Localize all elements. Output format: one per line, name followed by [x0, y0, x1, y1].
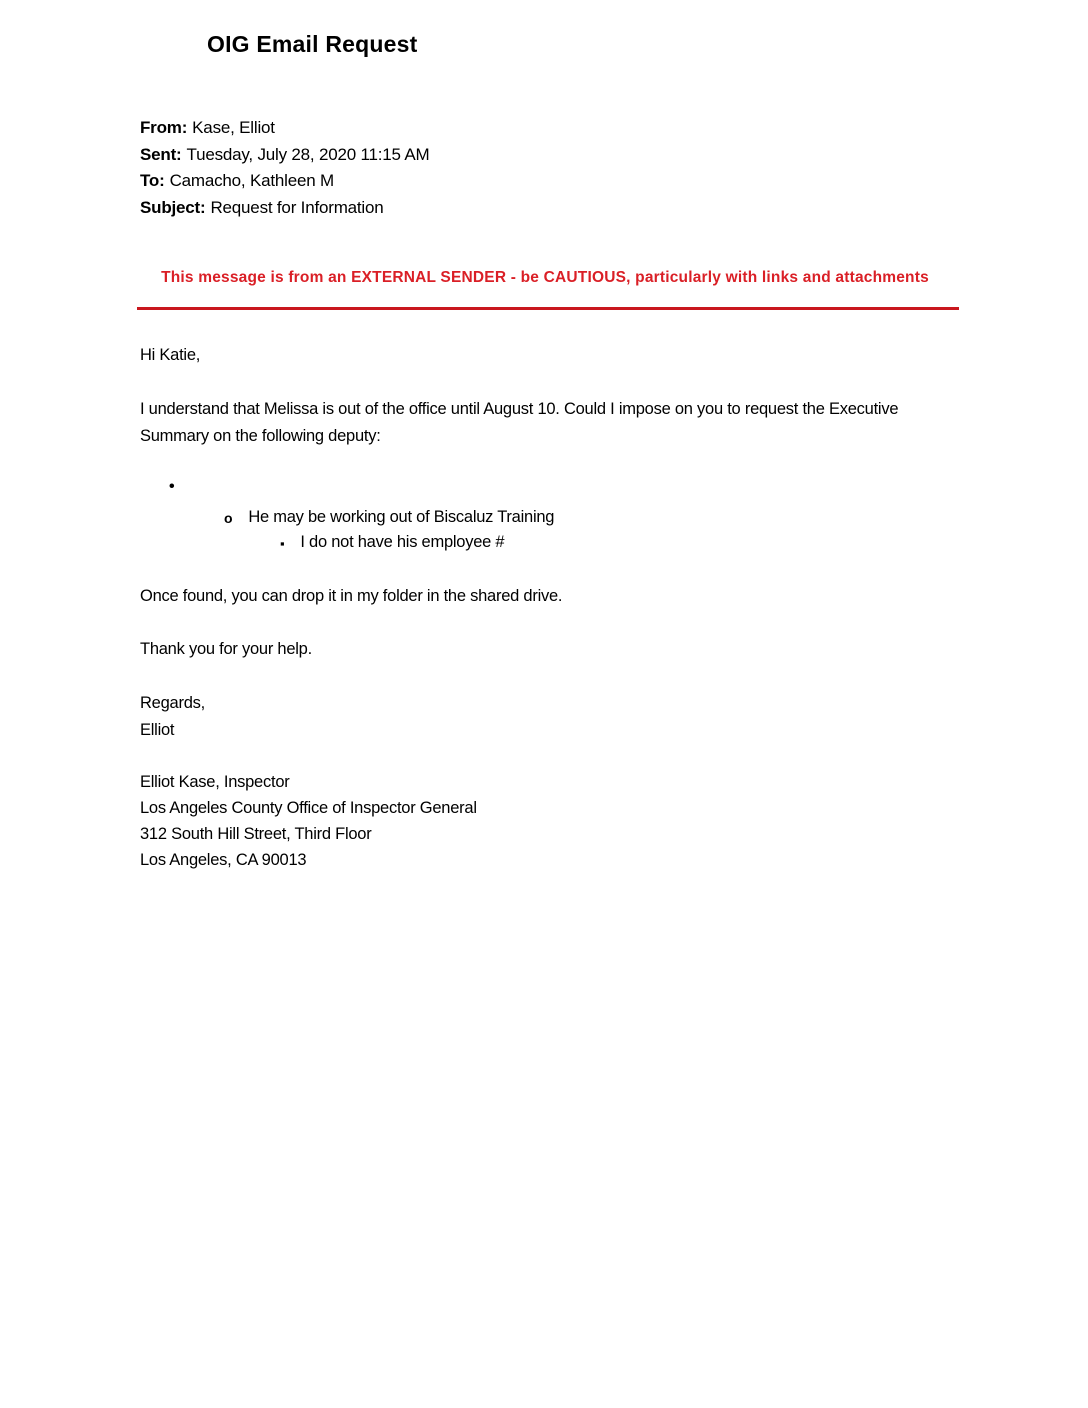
warning-divider-rule	[137, 307, 959, 310]
header-to	[140, 168, 430, 195]
document-title: OIG Email Request	[207, 31, 418, 57]
bullet-item-level1	[169, 473, 190, 500]
header-to-label: To:	[140, 171, 165, 191]
header-from	[140, 115, 430, 142]
body-paragraph-drop-folder: Once found, you can drop it in my folder in the shared drive.	[140, 587, 563, 605]
bullet-level2-text: He may be working out of Biscaluz Training	[248, 508, 555, 526]
body-paragraph-thanks: Thank you for your help.	[140, 640, 312, 658]
header-from-label: From:	[140, 118, 188, 137]
body-paragraph-request: I understand that Melissa is out of the office until August 10. Could I impose on you to request the Executive Summary on the following deputy:	[140, 400, 899, 445]
signature-street-address: 312 South Hill Street, Third Floor	[140, 825, 372, 843]
bullet-circle-icon: o	[224, 510, 233, 526]
signature-city-state-zip: Los Angeles, CA 90013	[140, 851, 307, 869]
bullet-item-level3	[280, 529, 504, 557]
signature-organization: Los Angeles County Office of Inspector General	[140, 799, 477, 817]
closing-text: Regards,	[140, 694, 205, 712]
signature-name-title: Elliot Kase, Inspector	[140, 773, 290, 791]
header-subject	[140, 195, 430, 222]
bullet-item-level2	[224, 504, 554, 532]
header-from-value: Kase, Elliot	[192, 118, 275, 137]
bullet-level3-text: I do not have his employee #	[300, 533, 505, 551]
email-header-block	[140, 115, 430, 221]
bullet-square-icon: ▪	[280, 536, 285, 551]
header-subject-value: Request for Information	[210, 197, 384, 217]
closing-block	[140, 690, 205, 744]
bullet-disc-icon: •	[169, 478, 175, 495]
header-sent-value: Tuesday, July 28, 2020 11:15 AM	[186, 144, 430, 164]
closing-name: Elliot	[140, 721, 175, 739]
header-to-value: Camacho, Kathleen M	[169, 171, 334, 191]
header-subject-label: Subject:	[140, 197, 206, 217]
external-sender-warning: This message is from an EXTERNAL SENDER - be CAUTIOUS, particularly with links and attachments	[161, 269, 929, 286]
header-sent-label: Sent:	[140, 144, 182, 164]
greeting-text: Hi Katie,	[140, 346, 201, 364]
header-sent	[140, 142, 430, 169]
signature-block	[140, 769, 477, 873]
